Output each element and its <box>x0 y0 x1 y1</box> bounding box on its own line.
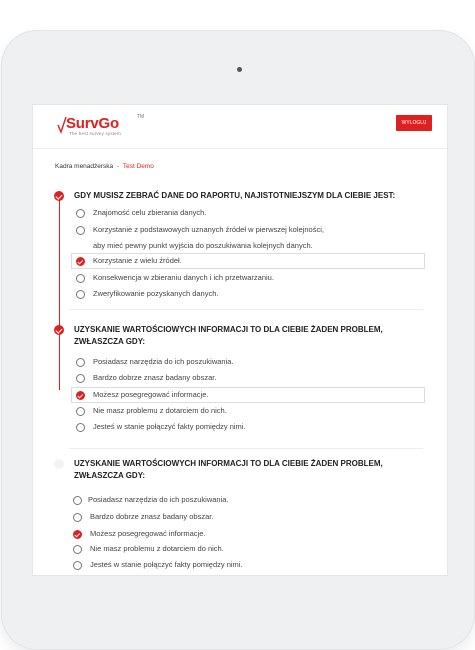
question-divider <box>69 309 423 310</box>
breadcrumb-separator: - <box>116 163 120 170</box>
question-2-status-icon <box>54 325 64 335</box>
radio-button[interactable] <box>76 358 85 367</box>
question-2-title-line: UZYSKANIE WARTOŚCIOWYCH INFORMACJI TO DLA CIEBIE ŻADEN PROBLEM, <box>74 325 383 334</box>
answer-option[interactable]: Zweryfikowanie pozyskanych danych. <box>93 289 219 298</box>
question-3-title-line: UZYSKANIE WARTOŚCIOWYCH INFORMACJI TO DLA CIEBIE ŻADEN PROBLEM, <box>74 459 383 468</box>
answer-option[interactable]: Posiadasz narzędzia do ich poszukiwania. <box>93 357 234 366</box>
question-2-title-line: ZWŁASZCZA GDY: <box>74 337 146 346</box>
radio-button[interactable] <box>76 290 85 299</box>
question-1-title: GDY MUSISZ ZEBRAĆ DANE DO RAPORTU, NAJISTOTNIEJSZYM DLA CIEBIE JEST: <box>74 191 396 200</box>
answer-option-selected[interactable]: Możesz posegregować informacje. <box>93 390 209 399</box>
question-3-title-line: ZWŁASZCZA GDY: <box>74 471 146 480</box>
logo-text: SurvGo <box>66 115 119 132</box>
breadcrumb-parent[interactable]: Kadra menadżerska <box>55 163 114 170</box>
radio-button-checked[interactable] <box>76 391 85 400</box>
breadcrumb <box>55 163 154 170</box>
survey-screen <box>33 105 447 575</box>
answer-option[interactable]: Jesteś w stanie połączyć fakty pomiędzy nimi. <box>90 560 243 569</box>
question-2-title <box>74 324 424 348</box>
answer-option[interactable]: Nie masz problemu z dotarciem do nich. <box>93 406 227 415</box>
logo-trademark: TM <box>137 114 145 120</box>
radio-button[interactable] <box>76 209 85 218</box>
radio-button[interactable] <box>76 407 85 416</box>
breadcrumb-current: Test Demo <box>122 163 154 170</box>
answer-option[interactable]: Konsekwencja w zbieraniu danych i ich przetwarzaniu. <box>93 273 274 282</box>
radio-button[interactable] <box>76 423 85 432</box>
radio-button[interactable] <box>76 226 85 235</box>
answer-option[interactable]: Bardzo dobrze znasz badany obszar. <box>93 373 217 382</box>
answer-option[interactable]: Korzystanie z podstawowych uznanych źródeł w pierwszej kolejności, <box>93 225 324 234</box>
answer-option-continuation[interactable]: aby mieć pewny punkt wyjścia do poszukiwania kolejnych danych. <box>93 241 313 250</box>
radio-button-checked[interactable] <box>76 257 85 266</box>
logo-tagline: The best survey system <box>69 131 121 136</box>
question-divider <box>69 448 423 449</box>
answer-option[interactable]: Nie masz problemu z dotarciem do nich. <box>90 544 224 553</box>
question-1-status-icon <box>54 191 64 201</box>
radio-button[interactable] <box>73 496 82 505</box>
answer-option[interactable]: Bardzo dobrze znasz badany obszar. <box>90 512 214 521</box>
answer-option[interactable]: Posiadasz narzędzia do ich poszukiwania. <box>88 495 229 504</box>
radio-button[interactable] <box>73 545 82 554</box>
camera-icon <box>237 67 242 72</box>
answer-option-selected[interactable]: Korzystanie z wielu źródeł. <box>93 256 182 265</box>
answer-option[interactable]: Jesteś w stanie połączyć fakty pomiędzy nimi. <box>93 422 246 431</box>
answer-option[interactable]: Znajomość celu zbierania danych. <box>93 208 207 217</box>
question-3-status-icon <box>54 459 64 469</box>
progress-line <box>59 195 60 390</box>
logout-button[interactable]: WYLOGUJ <box>396 115 432 131</box>
answer-option-selected[interactable]: Możesz posegregować informacje. <box>90 529 206 538</box>
question-3-title <box>74 458 424 482</box>
radio-button[interactable] <box>76 274 85 283</box>
radio-button-checked[interactable] <box>73 530 82 539</box>
header-divider <box>33 148 447 149</box>
radio-button[interactable] <box>76 374 85 383</box>
radio-button[interactable] <box>73 513 82 522</box>
